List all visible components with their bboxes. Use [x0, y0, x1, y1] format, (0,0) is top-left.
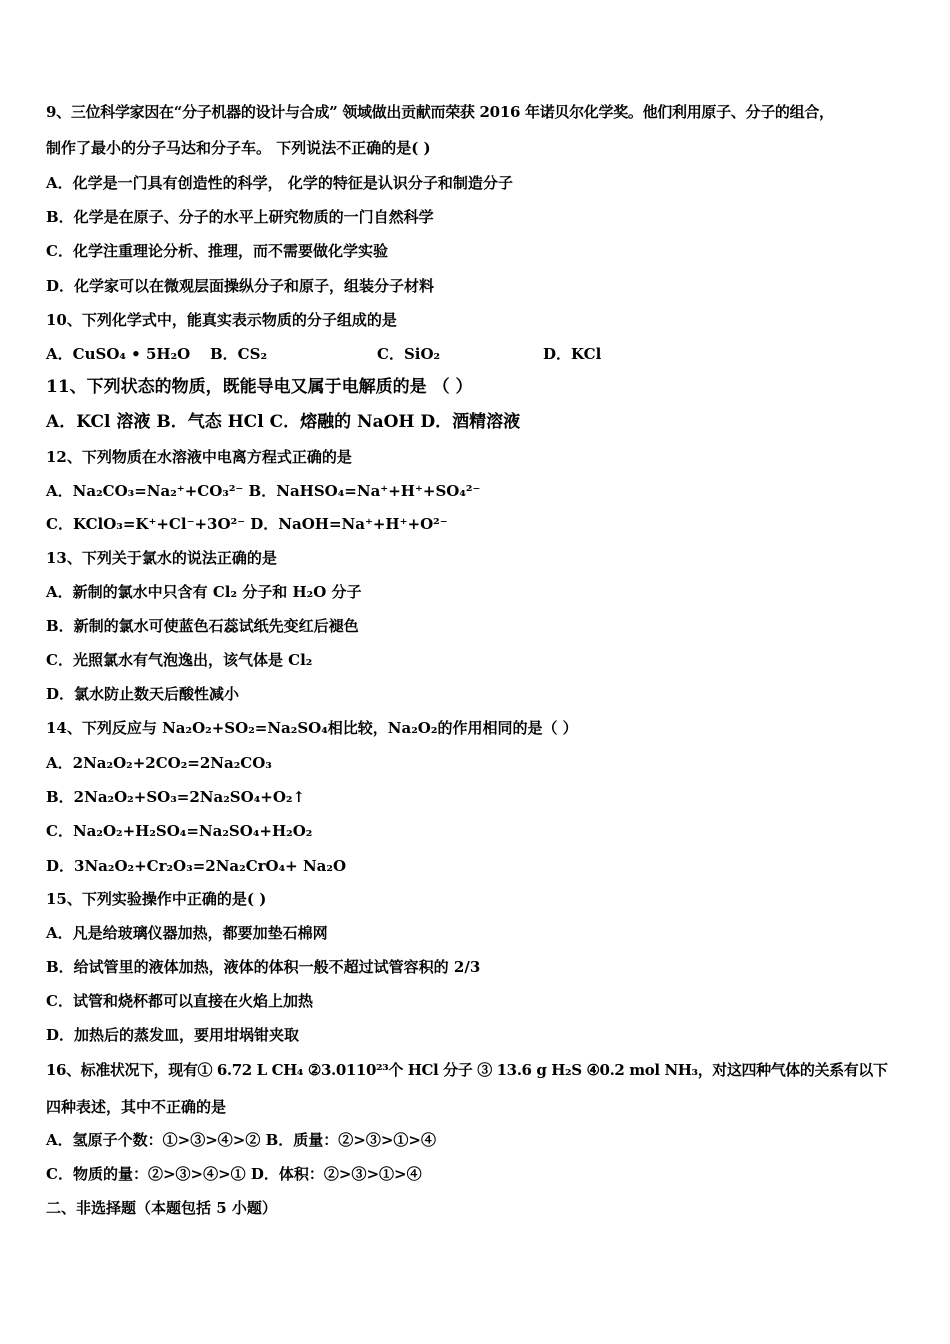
q11-options: A．KCl 溶液 B．气态 HCl C．熔融的 NaOH D．酒精溶液 — [46, 412, 521, 432]
q10-stem: 10、下列化学式中，能真实表示物质的分子组成的是 — [46, 311, 397, 329]
q10-option-c: C．SiO₂ — [377, 345, 441, 363]
q15-option-c: C．试管和烧杯都可以直接在火焰上加热 — [46, 992, 313, 1010]
q9-option-a: A．化学是一门具有创造性的科学， 化学的特征是认识分子和制造分子 — [46, 174, 513, 192]
q12-options-ab: A．Na₂CO₃=Na₂⁺+CO₃²⁻ B．NaHSO₄=Na⁺+H⁺+SO₄²⁻ — [46, 482, 481, 500]
q13-option-b: B．新制的氯水可使蓝色石蕊试纸先变红后褪色 — [46, 617, 359, 635]
q10-option-b: B．CS₂ — [210, 345, 268, 363]
q9-option-b: B．化学是在原子、分子的水平上研究物质的一门自然科学 — [46, 208, 434, 226]
q10-option-a: A．CuSO₄ • 5H₂O — [46, 345, 191, 363]
q16-stem-line1: 16、标准状况下，现有① 6.72 L CH₄ ②3.0110²³个 HCl 分子 ③ 13.6 g H₂S ④0.2 mol NH₃，对这四种气体的关系有以下 — [46, 1061, 888, 1079]
section-heading: 二、非选择题（本题包括 5 小题） — [46, 1199, 277, 1217]
q9-stem-line2: 制作了最小的分子马达和分子车。 下列说法不正确的是( ) — [46, 139, 431, 157]
q15-option-d: D．加热后的蒸发皿，要用坩埚钳夹取 — [46, 1026, 300, 1044]
q15-option-a: A．凡是给玻璃仪器加热，都要加垫石棉网 — [46, 924, 328, 942]
q14-option-d: D．3Na₂O₂+Cr₂O₃=2Na₂CrO₄+ Na₂O — [46, 857, 347, 875]
q16-options-cd: C．物质的量：②>③>④>① D．体积：②>③>①>④ — [46, 1165, 422, 1183]
q12-options-cd: C．KClO₃=K⁺+Cl⁻+3O²⁻ D．NaOH=Na⁺+H⁺+O²⁻ — [46, 515, 448, 533]
q9-option-c: C．化学注重理论分析、推理，而不需要做化学实验 — [46, 242, 388, 260]
q14-option-a: A．2Na₂O₂+2CO₂=2Na₂CO₃ — [46, 754, 272, 772]
q12-stem: 12、下列物质在水溶液中电离方程式正确的是 — [46, 448, 352, 466]
q10-option-d: D．KCl — [543, 345, 602, 363]
q13-option-c: C．光照氯水有气泡逸出，该气体是 Cl₂ — [46, 651, 313, 669]
q9-option-d: D．化学家可以在微观层面操纵分子和原子，组装分子材料 — [46, 277, 435, 295]
q15-stem: 15、下列实验操作中正确的是( ) — [46, 890, 267, 908]
q13-option-d: D．氯水防止数天后酸性减小 — [46, 685, 240, 703]
q10-options — [46, 344, 646, 364]
q9-stem-line1: 9、三位科学家因在“分子机器的设计与合成” 领域做出贡献而荣获 2016 年诺贝尔化学奖。他们利用原子、分子的组合， — [46, 103, 834, 121]
q13-stem: 13、下列关于氯水的说法正确的是 — [46, 549, 277, 567]
q11-stem: 11、下列状态的物质，既能导电又属于电解质的是 （ ） — [46, 377, 473, 397]
q13-option-a: A．新制的氯水中只含有 Cl₂ 分子和 H₂O 分子 — [46, 583, 362, 601]
q16-options-ab: A．氢原子个数：①>③>④>② B．质量：②>③>①>④ — [46, 1131, 436, 1149]
q14-stem: 14、下列反应与 Na₂O₂+SO₂=Na₂SO₄相比较，Na₂O₂的作用相同的是（ ） — [46, 719, 578, 737]
q14-option-c: C．Na₂O₂+H₂SO₄=Na₂SO₄+H₂O₂ — [46, 822, 313, 840]
q14-option-b: B．2Na₂O₂+SO₃=2Na₂SO₄+O₂↑ — [46, 788, 306, 806]
q15-option-b: B．给试管里的液体加热，液体的体积一般不超过试管容积的 2/3 — [46, 958, 481, 976]
q16-stem-line2: 四种表述，其中不正确的是 — [46, 1098, 227, 1116]
